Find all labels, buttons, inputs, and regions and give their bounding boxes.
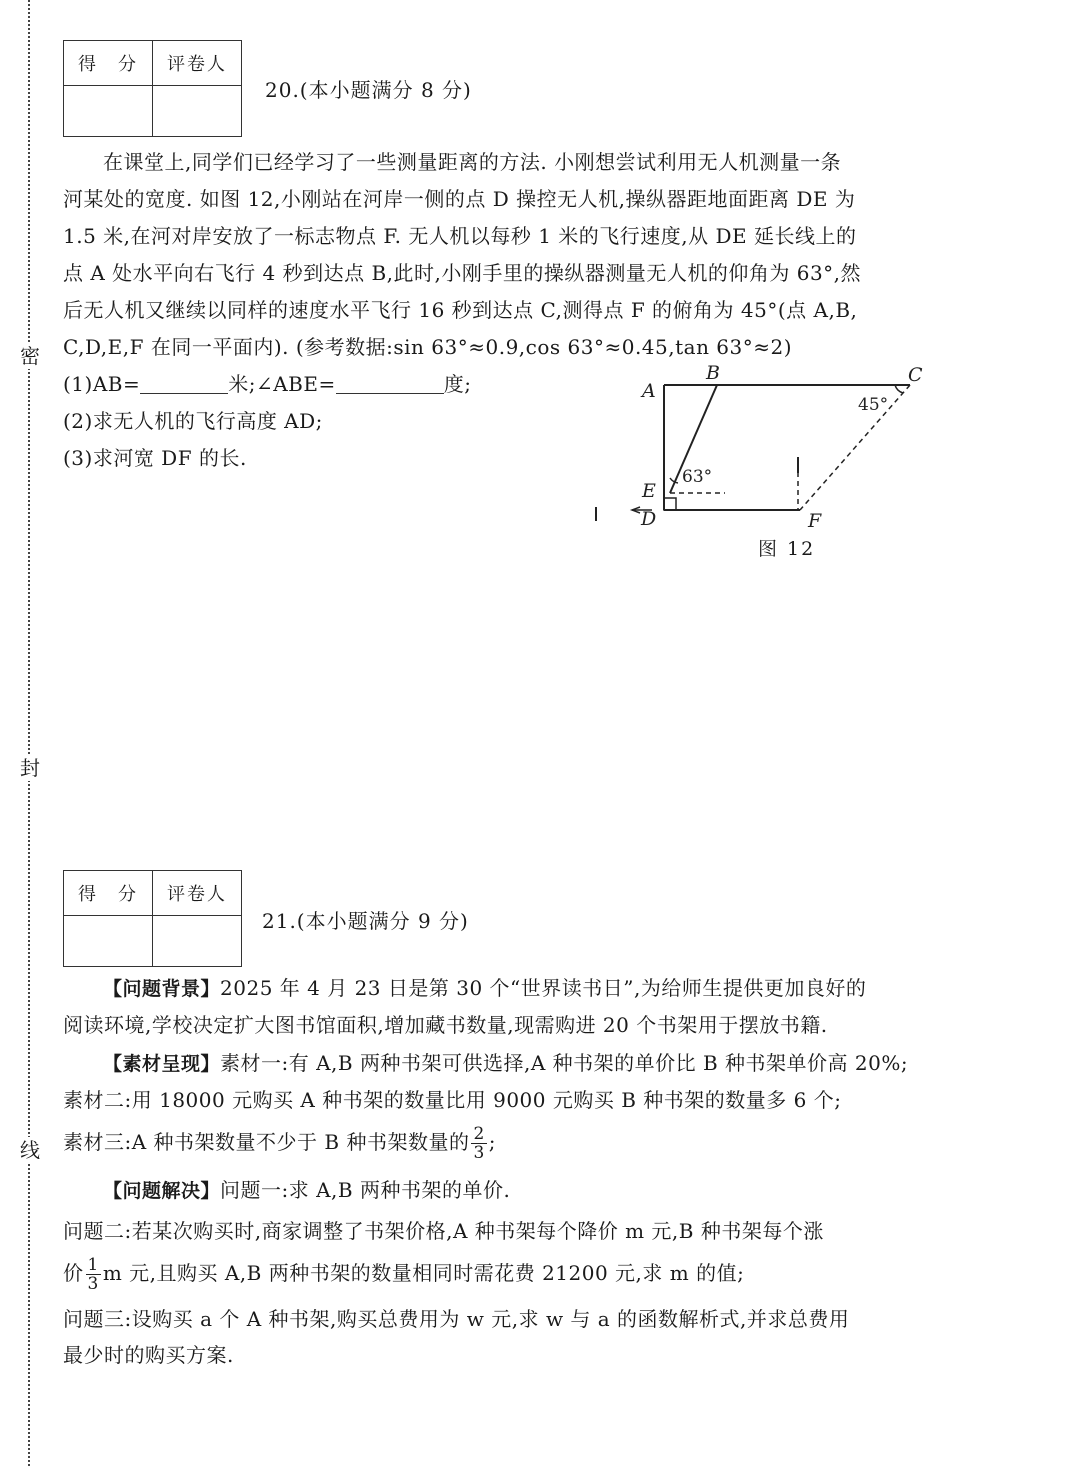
binding-dotted-line	[28, 0, 30, 1466]
score-cell[interactable]	[64, 86, 153, 137]
q20-sub-2: (2)求无人机的飞行高度 AD;	[63, 409, 323, 433]
grader-cell[interactable]	[153, 86, 242, 137]
q20-line-2: 河某处的宽度. 如图 12,小刚站在河岸一侧的点 D 操控无人机,操纵器距地面距离 DE 为	[63, 187, 856, 211]
label-E: E	[642, 480, 656, 502]
angle-45-arc	[895, 385, 903, 393]
q20-line-6: C,D,E,F 在同一平面内). (参考数据:sin 63°≈0.9,cos 63°≈0.45,tan 63°≈2)	[63, 335, 793, 359]
right-angle-mark	[664, 498, 676, 510]
q21-problem-2a: 问题二:若某次购买时,商家调整了书架价格,A 种书架每个降价 m 元,B 种书架每个涨	[63, 1219, 824, 1243]
material-tag: 【素材呈现】	[103, 1053, 221, 1075]
grader-header: 评卷人	[153, 41, 242, 86]
q20-line-4: 点 A 处水平向右飞行 4 秒到达点 B,此时,小刚手里的操纵器测量无人机的仰角为 63°,然	[63, 261, 862, 285]
q20-line-1: 在课堂上,同学们已经学习了一些测量距离的方法. 小刚想尝试利用无人机测量一条	[103, 150, 842, 174]
q21-problem-3a: 问题三:设购买 a 个 A 种书架,购买总费用为 w 元,求 w 与 a 的函数解析式,并求总费用	[63, 1307, 850, 1331]
score-header: 得 分	[64, 41, 153, 86]
q21-problem-3b: 最少时的购买方案.	[63, 1343, 234, 1367]
line-CF-dashed	[800, 385, 910, 510]
q20-sub1-unit: 米;∠ABE=	[228, 372, 336, 396]
margin-label-xian: 线	[20, 1138, 40, 1162]
label-F: F	[808, 510, 822, 532]
background-text: 2025 年 4 月 23 日是第 30 个“世界读书日”,为给师生提供更加良好的	[220, 976, 867, 1000]
frac-num: 1	[87, 1255, 99, 1275]
angle-63-label: 63°	[682, 467, 713, 487]
q21-score-table	[63, 870, 242, 967]
q21-solution	[63, 1172, 943, 1209]
q21-body	[63, 970, 943, 1373]
q21-background	[63, 970, 943, 1007]
q21-problem-2b	[63, 1255, 943, 1293]
score-header: 得 分	[64, 871, 153, 916]
grader-cell[interactable]	[153, 916, 242, 967]
material-1: 素材一:有 A,B 两种书架可供选择,A 种书架的单价比 B 种书架单价高 20%;	[220, 1051, 909, 1075]
label-D: D	[641, 508, 657, 530]
margin-label-mi: 密	[20, 344, 40, 368]
problem-2b-pre: 价	[63, 1261, 84, 1285]
label-C: C	[908, 364, 923, 386]
background-tag: 【问题背景】	[103, 978, 221, 1000]
fraction-two-thirds	[471, 1125, 486, 1162]
q21-title: 21.(本小题满分 9 分)	[262, 909, 469, 933]
q20-sub-3: (3)求河宽 DF 的长.	[63, 446, 247, 470]
q20-title: 20.(本小题满分 8 分)	[265, 78, 472, 102]
q21-material-2: 素材二:用 18000 元购买 A 种书架的数量比用 9000 元购买 B 种书架的数量多 6 个;	[63, 1088, 842, 1112]
frac-den: 3	[473, 1143, 485, 1163]
problem-1: 问题一:求 A,B 两种书架的单价.	[220, 1178, 511, 1202]
margin-label-feng: 封	[20, 756, 40, 780]
material-3-end: ;	[488, 1130, 497, 1154]
frac-num: 2	[473, 1124, 485, 1144]
q20-sub1-end: 度;	[443, 372, 472, 396]
solution-tag: 【问题解决】	[103, 1180, 221, 1202]
q20-sub1-ab: (1)AB=	[63, 372, 141, 396]
fraction-one-third	[86, 1256, 101, 1293]
q20-line-5: 后无人机又继续以同样的速度水平飞行 16 秒到达点 C,测得点 F 的俯角为 45°(点 A,B,	[63, 298, 858, 322]
material-3-text: 素材三:A 种书架数量不少于 B 种书架数量的	[63, 1130, 470, 1154]
frac-den: 3	[87, 1274, 99, 1294]
figure-12-diagram	[590, 355, 940, 535]
q21-background-2: 阅读环境,学校决定扩大图书馆面积,增加藏书数量,现需购进 20 个书架用于摆放书籍.	[63, 1013, 828, 1037]
figure-caption: 图 12	[758, 538, 816, 560]
ab-answer-blank[interactable]	[140, 373, 228, 394]
score-cell[interactable]	[64, 916, 153, 967]
q20-score-table	[63, 40, 242, 137]
grader-header: 评卷人	[153, 871, 242, 916]
angle-45-label: 45°	[858, 395, 889, 415]
q20-line-3: 1.5 米,在河对岸安放了一标志物点 F. 无人机以每秒 1 米的飞行速度,从 DE 延长线上的	[63, 224, 857, 248]
problem-2b-post: m 元,且购买 A,B 两种书架的数量相同时需花费 21200 元,求 m 的值;	[102, 1261, 745, 1285]
q21-material-3	[63, 1124, 943, 1162]
q21-material	[63, 1045, 943, 1082]
angle-answer-blank[interactable]	[336, 373, 444, 394]
label-A: A	[642, 380, 656, 402]
label-B: B	[706, 362, 720, 384]
